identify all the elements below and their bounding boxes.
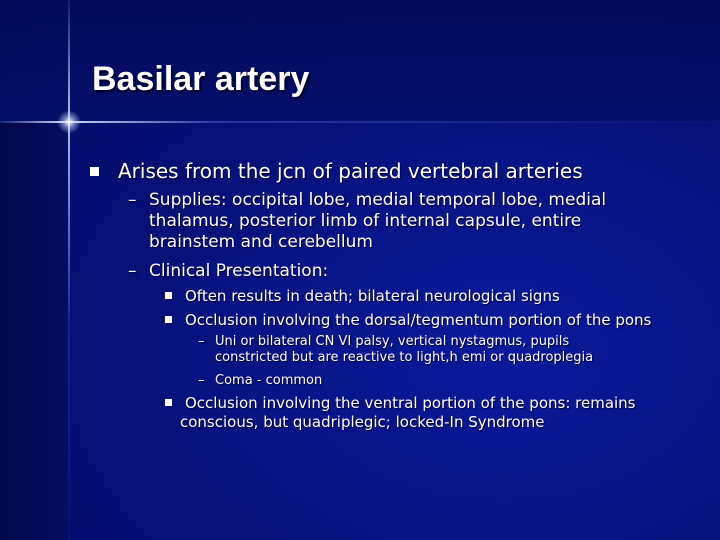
detail-cn-palsy: Uni or bilateral CN VI palsy, vertical nystagmus, pupils constricted but are reactive to light,h emi or quadroplegia bbox=[215, 334, 594, 365]
dash-icon: – bbox=[198, 373, 205, 388]
dash-icon: – bbox=[198, 334, 205, 349]
detail-coma: Coma - common bbox=[215, 373, 323, 388]
item-dorsal-occlusion: Occlusion involving the dorsal/tegmentum portion of the pons bbox=[185, 311, 652, 329]
bullet-square-icon bbox=[90, 167, 99, 176]
main-bullet-text: Arises from the jcn of paired vertebral arteries bbox=[118, 159, 583, 183]
item-often-death: Often results in death; bilateral neurological signs bbox=[185, 287, 560, 305]
bullet-square-icon bbox=[165, 399, 172, 406]
bullet-square-icon bbox=[165, 316, 172, 323]
dash-icon: – bbox=[128, 261, 137, 281]
dash-icon: – bbox=[128, 190, 137, 210]
slide-title: Basilar artery bbox=[92, 60, 310, 98]
decorative-vertical-line bbox=[68, 0, 70, 540]
light-flare-decoration bbox=[57, 110, 81, 134]
clinical-presentation-text: Clinical Presentation: bbox=[149, 261, 329, 281]
supplies-text: Supplies: occipital lobe, medial temporal lobe, medial thalamus, posterior limb of internal capsule, entire brainstem and cerebellum bbox=[149, 190, 607, 252]
decorative-horizontal-line bbox=[0, 121, 720, 123]
item-ventral-occlusion: Occlusion involving the ventral portion of the pons: remains conscious, but quadriplegic; locked-In Syndrome bbox=[180, 394, 636, 431]
bullet-square-icon bbox=[165, 292, 172, 299]
